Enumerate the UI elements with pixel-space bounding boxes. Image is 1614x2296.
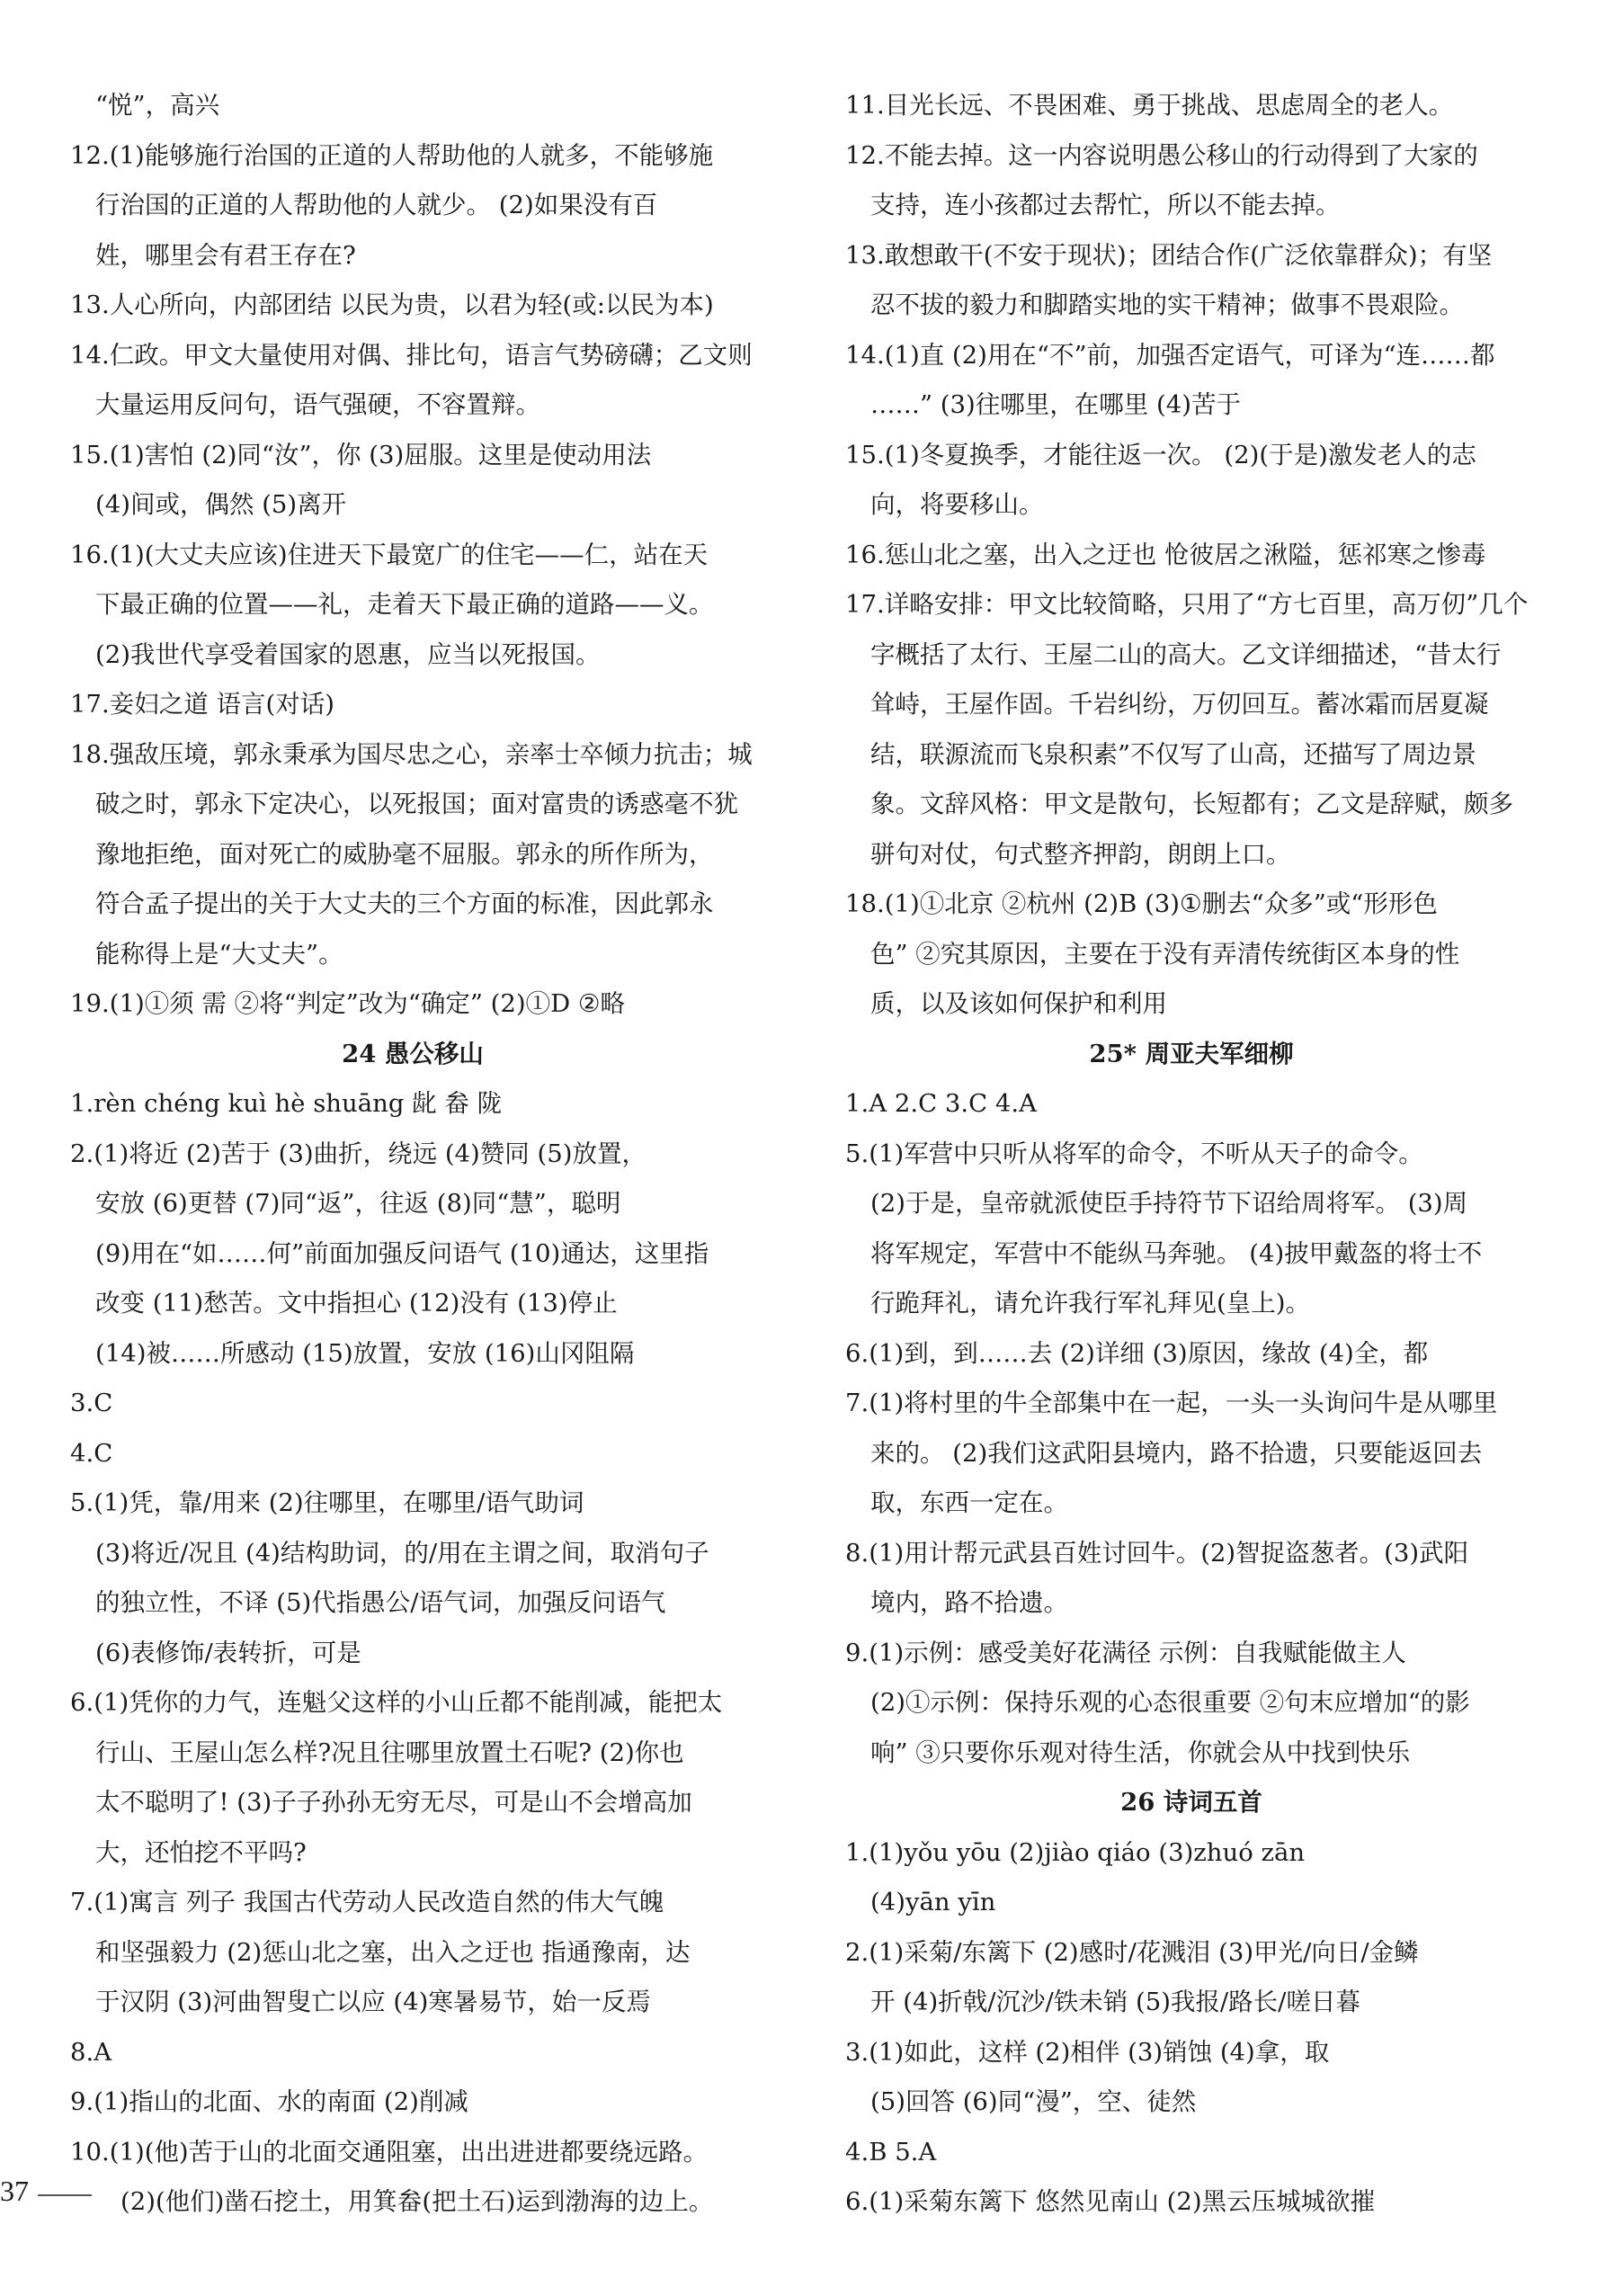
answer-line: 4.B 5.A: [845, 2137, 937, 2166]
answer-line: 10.(1)(他)苦于山的北面交通阻塞，出出进进都要绕远路。: [70, 2137, 709, 2166]
answer-line: 18.强敌压境，郭永秉承为国尽忠之心，亲率士卒倾力抗击；城: [70, 739, 753, 769]
answer-line: 能称得上是“大丈夫”。: [95, 939, 343, 969]
answer-line: 骈句对仗，句式整齐押韵，朗朗上口。: [870, 839, 1291, 869]
answer-line: 15.(1)害怕 (2)同“汝”，你 (3)屈服。这里是使动用法: [70, 440, 652, 469]
answer-line: 14.(1)直 (2)用在“不”前，加强否定语气，可译为“连……都: [845, 340, 1495, 370]
section-title: 24 愚公移山: [342, 1039, 484, 1068]
answer-line: 行跪拜礼，请允许我行军礼拜见(皇上)。: [870, 1289, 1310, 1318]
answer-line: (2)(他们)凿石挖土，用箕畚(把土石)运到渤海的边上。: [120, 2187, 714, 2216]
footer-rule: [38, 2194, 92, 2196]
answer-line: 象。文辞风格：甲文是散句，长短都有；乙文是辞赋，颇多: [870, 790, 1513, 818]
answer-line: (3)将近/况且 (4)结构助词，的/用在主谓之间，取消句子: [95, 1538, 709, 1568]
answer-line: 将军规定，军营中不能纵马奔驰。 (4)披甲戴盔的将士不: [870, 1238, 1483, 1268]
answer-line: 安放 (6)更替 (7)同“返”，往返 (8)同“慧”，聪明: [95, 1189, 621, 1218]
answer-line: 姓，哪里会有君王存在?: [95, 240, 356, 270]
answer-line: 7.(1)寓言 列子 我国古代劳动人民改造自然的伟大气魄: [70, 1888, 664, 1916]
answer-line: 字概括了太行、王屋二山的高大。乙文详细描述，“昔太行: [870, 639, 1502, 669]
answer-line: 1.(1)yǒu yōu (2)jiào qiáo (3)zhuó zān: [845, 1837, 1306, 1867]
answer-line: (14)被……所感动 (15)放置，安放 (16)山冈阻隔: [95, 1338, 635, 1368]
answer-line: 15.(1)冬夏换季，才能往返一次。 (2)(于是)激发老人的志: [845, 440, 1476, 469]
answer-line: 来的。 (2)我们这武阳县境内，路不拾遗，只要能返回去: [870, 1438, 1483, 1468]
answer-line: 2.(1)采菊/东篱下 (2)感时/花溅泪 (3)甲光/向日/金鳞: [845, 1937, 1419, 1967]
answer-line: 14.仁政。甲文大量使用对偶、排比句，语言气势磅礴；乙文则: [70, 340, 753, 370]
answer-line: 豫地拒绝，面对死亡的威胁毫不屈服。郭永的所作所为，: [95, 839, 714, 869]
answer-line: (2)于是，皇帝就派使臣手持符节下诏给周将军。 (3)周: [870, 1189, 1468, 1218]
page-footer: [0, 2175, 92, 2208]
answer-line: ……” (3)往哪里，在哪里 (4)苦于: [870, 390, 1241, 419]
answer-line: 取，东西一定在。: [870, 1488, 1068, 1517]
answer-line: 耸峙，王屋作固。千岩纠纷，万仞回互。蓄冰霜而居夏凝: [870, 690, 1489, 719]
answer-line: 6.(1)采菊东篱下 悠然见南山 (2)黑云压城城欲摧: [845, 2187, 1376, 2216]
answer-line: 13.敢想敢干(不安于现状)；团结合作(广泛依靠群众)；有坚: [845, 240, 1493, 270]
answer-line: 5.(1)军营中只听从将军的命令，不听从天子的命令。: [845, 1139, 1423, 1168]
answer-line: 13.人心所向，内部团结 以民为贵，以君为轻(或:以民为本): [70, 290, 714, 319]
answer-line: 2.(1)将近 (2)苦于 (3)曲折，绕远 (4)赞同 (5)放置，: [70, 1139, 646, 1168]
answer-line: 12.不能去掉。这一内容说明愚公移山的行动得到了大家的: [845, 140, 1478, 170]
answer-line: (9)用在“如……何”前面加强反问语气 (10)通达，这里指: [95, 1238, 709, 1268]
answer-line: 的独立性，不译 (5)代指愚公/语气词，加强反问语气: [95, 1588, 666, 1617]
answer-line: 16.惩山北之塞，出入之迂也 怆彼居之湫隘，惩祁寒之惨毒: [845, 540, 1486, 569]
answer-line: 3.(1)如此，这样 (2)相伴 (3)销蚀 (4)拿，取: [845, 2037, 1330, 2067]
answer-line: 17.详略安排：甲文比较简略，只用了“方七百里，高万仞”几个: [845, 590, 1529, 619]
answer-line: 8.(1)用计帮元武县百姓讨回牛。(2)智捉盗葱者。(3)武阳: [845, 1538, 1469, 1568]
answer-line: 1.A 2.C 3.C 4.A: [845, 1089, 1037, 1118]
right-column: [845, 81, 1538, 2228]
answer-line: 8.A: [70, 2037, 112, 2067]
answer-line: 忍不拔的毅力和脚踏实地的实干精神；做事不畏艰险。: [870, 290, 1464, 319]
answer-line: 5.(1)凭，靠/用来 (2)往哪里，在哪里/语气助词: [70, 1488, 584, 1517]
answer-line: 9.(1)示例：感受美好花满径 示例：自我赋能做主人: [845, 1638, 1406, 1667]
answer-line: 大，还怕挖不平吗?: [95, 1837, 307, 1867]
answer-line: 太不聪明了! (3)子子孙孙无穷无尽，可是山不会增高加: [95, 1788, 692, 1817]
section-title: 25* 周亚夫军细柳: [1089, 1039, 1294, 1068]
answer-line: 行山、王屋山怎么样?况且往哪里放置土石呢? (2)你也: [95, 1738, 684, 1767]
answer-line: 响” ③只要你乐观对待生活，你就会从中找到快乐: [870, 1738, 1411, 1767]
answer-line: 6.(1)凭你的力气，连魁父这样的小山丘都不能削减，能把太: [70, 1688, 723, 1717]
answer-line: (5)回答 (6)同“漫”，空、徒然: [870, 2087, 1197, 2116]
answer-line: 色” ②究其原因，主要在于没有弄清传统街区本身的性: [870, 939, 1460, 969]
answer-line: 大量运用反问句，语气强硬，不容置辩。: [95, 390, 540, 419]
answer-line: “悦”，高兴: [95, 91, 220, 120]
answer-line: 境内，路不拾遗。: [870, 1588, 1068, 1617]
answer-line: 16.(1)(大丈夫应该)住进天下最宽广的住宅——仁，站在天: [70, 540, 709, 569]
answer-line: 1.rèn chéng kuì hè shuāng 龀 畚 陇: [70, 1089, 503, 1118]
answer-line: 行治国的正道的人帮助他的人就少。 (2)如果没有百: [95, 191, 658, 219]
page-number: 37: [0, 2175, 29, 2207]
answer-line: 向，将要移山。: [870, 490, 1044, 519]
answer-line: 12.(1)能够施行治国的正道的人帮助他的人就多，不能够施: [70, 140, 714, 170]
answer-line: 6.(1)到，到……去 (2)详细 (3)原因，缘故 (4)全，都: [845, 1338, 1429, 1368]
answer-line: 改变 (11)愁苦。文中指担心 (12)没有 (13)停止: [95, 1289, 618, 1318]
answer-line: (4)间或，偶然 (5)离开: [95, 490, 347, 519]
answer-line: 质，以及该如何保护和利用: [870, 989, 1167, 1018]
answer-line: 17.妾妇之道 语言(对话): [70, 690, 334, 719]
answer-line: 符合孟子提出的关于大丈夫的三个方面的标准，因此郭永: [95, 889, 714, 918]
answer-line: 19.(1)①须 需 ②将“判定”改为“确定” (2)①D ②略: [70, 989, 626, 1018]
answer-line: 和坚强毅力 (2)惩山北之塞，出入之迂也 指通豫南，达: [95, 1937, 691, 1967]
answer-line: 11.目光长远、不畏困难、勇于挑战、思虑周全的老人。: [845, 91, 1454, 120]
answer-line: 结，联源流而飞泉积素”不仅写了山高，还描写了周边景: [870, 739, 1477, 769]
answer-line: 下最正确的位置——礼，走着天下最正确的道路——义。: [95, 590, 714, 619]
answer-line: 7.(1)将村里的牛全部集中在一起，一头一头询问牛是从哪里: [845, 1389, 1498, 1417]
answer-line: 3.C: [70, 1389, 113, 1417]
answer-line: (4)yān yīn: [870, 1888, 996, 1916]
answer-line: 支持，连小孩都过去帮忙，所以不能去掉。: [870, 191, 1341, 219]
section-title: 26 诗词五首: [1120, 1788, 1262, 1817]
answer-line: (2)我世代享受着国家的恩惠，应当以死报国。: [95, 639, 601, 669]
answer-line: (6)表修饰/表转折，可是: [95, 1638, 361, 1667]
answer-line: 4.C: [70, 1438, 113, 1468]
answer-line: 9.(1)指山的北面、水的南面 (2)削减: [70, 2087, 468, 2116]
answer-line: (2)①示例：保持乐观的心态很重要 ②句末应增加“的影: [870, 1688, 1470, 1717]
left-column: [70, 81, 755, 2228]
answer-line: 破之时，郭永下定决心，以死报国；面对富贵的诱惑毫不犹: [95, 790, 738, 818]
answer-line: 开 (4)折戟/沉沙/铁未销 (5)我报/路长/嗟日暮: [870, 1988, 1360, 2016]
answer-line: 18.(1)①北京 ②杭州 (2)B (3)①删去“众多”或“形形色: [845, 889, 1438, 918]
answer-line: 于汉阴 (3)河曲智叟亡以应 (4)寒暑易节，始一反焉: [95, 1988, 651, 2016]
